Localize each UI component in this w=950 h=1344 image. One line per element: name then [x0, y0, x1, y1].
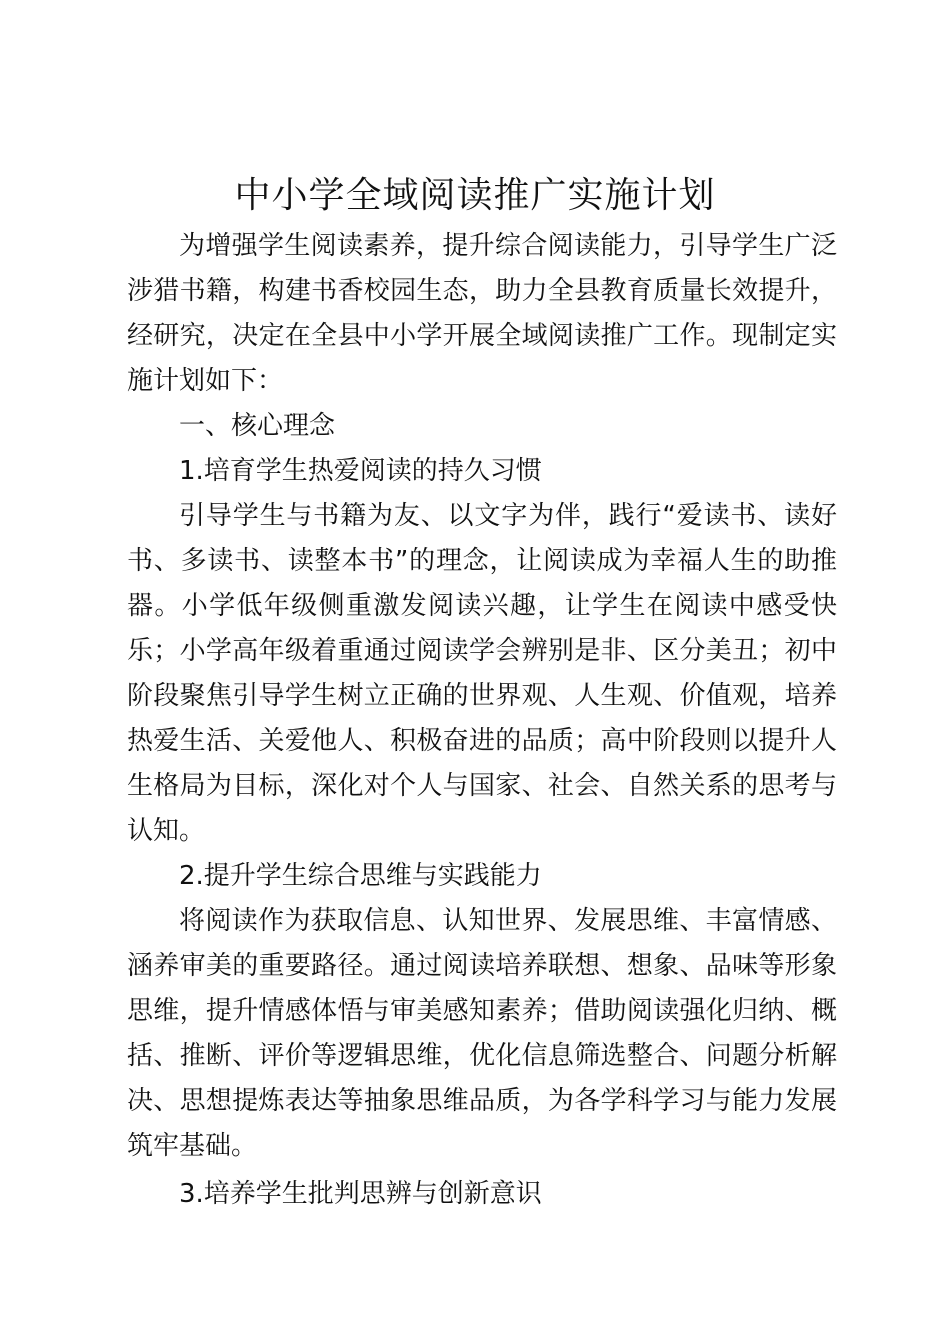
intro-paragraph: 为增强学生阅读素养，提升综合阅读能力，引导学生广泛涉猎书籍，构建书香校园生态，助力全县教育质量长效提升，经研究，决定在全县中小学开展全域阅读推广工作。现制定实施计划如下：: [127, 231, 837, 396]
paragraph-thinking-ability: 将阅读作为获取信息、认知世界、发展思维、丰富情感、涵养审美的重要路径。通过阅读培养联想、想象、品味等形象思维，提升情感体悟与审美感知素养；借助阅读强化归纳、概括、推断、评价等逻辑思维，优化信息筛选整合、问题分析解决、思想提炼表达等抽象思维品质，为各学科学习与能力发展筑牢基础。: [127, 906, 837, 1161]
document-title: 中小学全域阅读推广实施计划: [234, 175, 716, 216]
subheading-reading-habit: 1.培育学生热爱阅读的持久习惯: [179, 456, 542, 486]
paragraph-reading-habit: 引导学生与书籍为友、以文字为伴，践行“爱读书、读好书、多读书、读整本书”的理念，让阅读成为幸福人生的助推器。小学低年级侧重激发阅读兴趣，让学生在阅读中感受快乐；小学高年级着重通过阅读学会辨别是非、区分美丑；初中阶段聚焦引导学生树立正确的世界观、人生观、价值观，培养热爱生活、关爱他人、积极奋进的品质；高中阶段则以提升人生格局为目标，深化对个人与国家、社会、自然关系的思考与认知。: [127, 501, 837, 846]
subheading-thinking-ability: 2.提升学生综合思维与实践能力: [179, 861, 542, 891]
subheading-critical-thinking: 3.培养学生批判思辨与创新意识: [179, 1179, 542, 1209]
section-heading-core-concept: 一、核心理念: [179, 411, 336, 441]
document-body: [127, 224, 837, 1217]
